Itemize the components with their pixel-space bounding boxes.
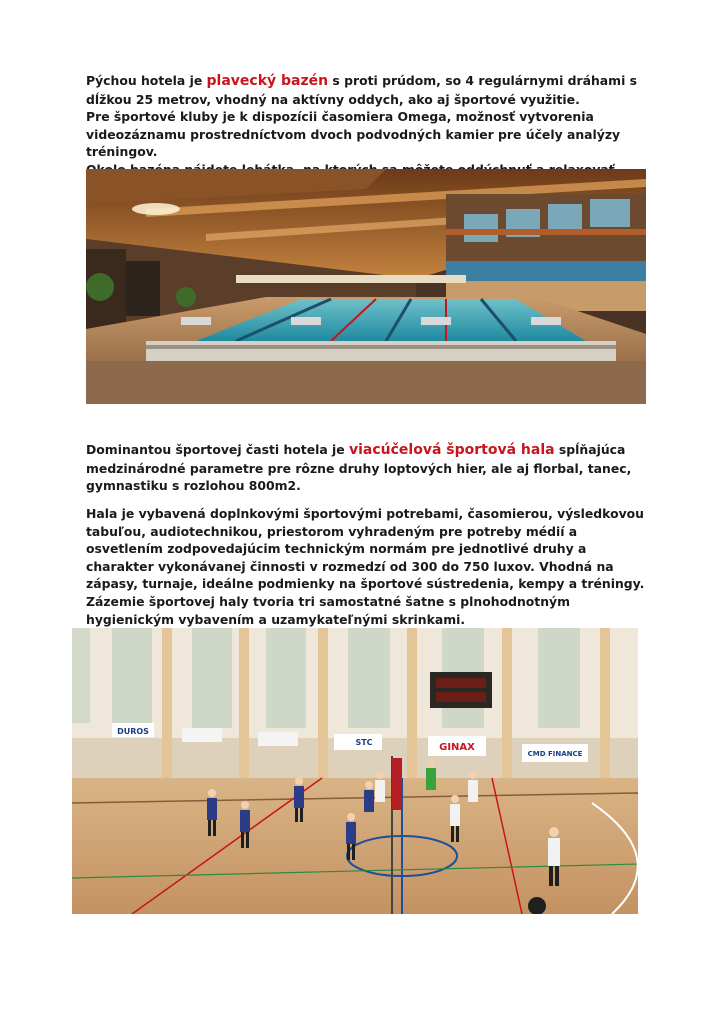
hall-equipment-description: Hala je vybavená doplnkovými športovými potrebami, časomierou, výsledkovou tabuľou, audiotechnikou, priestorom vyhradeným pre potreby médií a osvetlením zodpovedajúcim technickým normám pre jednotlivé druhy a charakter vykonávanej činnosti v rozmedzí od 300 do 750 luxov. Vhodná na zápasy, turnaje, ideálne podmienky na športové sústredenia, kempy a tréningy. Zázemie športovej haly tvoria tri samostatné šatne s plnohodnotným hygienickým vybavením a uzamykateľnými skrinkami. [86, 506, 645, 627]
banner-stc: STC [355, 738, 373, 747]
banner-duros: DUROS [117, 727, 149, 736]
banner-cmd-finance: CMD FINANCE [527, 750, 583, 758]
sports-hall-photo [72, 628, 638, 914]
banner-ginax: GINAX [439, 742, 475, 753]
hall-description [86, 441, 646, 495]
hall-text-after: spĺňajúca medzinárodné parametre pre rôzne druhy loptových hier, ale aj florbal, tanec, gymnastiku s rozlohou 800m2. [86, 442, 632, 494]
pool-highlight: plavecký bazén [206, 73, 329, 89]
hall-text-before: ominantou športovej časti hotela je [96, 442, 349, 457]
hall-lead-letter: D [86, 442, 97, 457]
pool-description [86, 72, 646, 179]
hall-highlight: viacúčelová športová hala [349, 442, 555, 458]
pool-line-2: Pre športové kluby je k dispozícii časomiera Omega, možnosť vytvorenia videozáznamu prostredníctvom dvoch podvodných kamier pre účely analýzy tréningov. [86, 109, 621, 160]
pool-text-before: ýchou hotela je [95, 73, 207, 88]
pool-text-after: s proti prúdom, so 4 regulárnymi dráhami s dĺžkou 25 metrov, vhodný na aktívny oddych, ako aj športové využitie. [86, 73, 638, 107]
pool-photo [86, 169, 646, 404]
pool-lead-letter: P [86, 73, 96, 88]
